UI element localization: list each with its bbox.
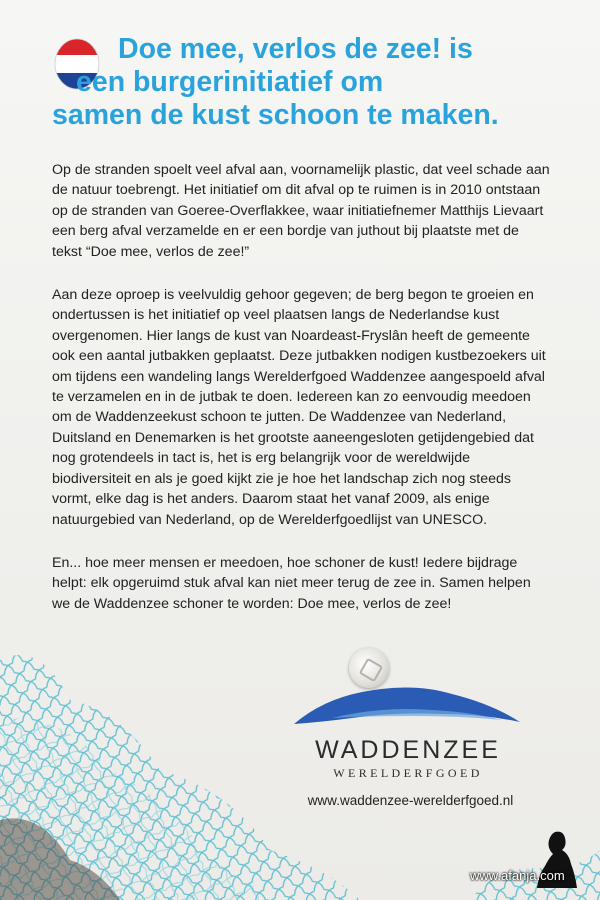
logo-subtitle: WERELDERFGOED [333, 766, 483, 780]
watermark: www.afanja.com [470, 868, 565, 883]
body-text [52, 160, 552, 637]
paragraph-intro: Op de stranden spoelt veel afval aan, voornamelijk plastic, dat veel schade aan de natuur toebrengt. Het initiatief om dit afval op te ruimen is in 2010 ontstaan op de stranden van Goeree-Overflakkee, waar initiatiefnemer Matthijs Lievaart een berg afval verzamelde en er een bordje van juthout bij plaatste met de tekst “Doe mee, verlos de zee!” [52, 162, 550, 260]
website-url: www.waddenzee-werelderfgoed.nl [307, 793, 514, 808]
headline [52, 33, 572, 132]
paragraph-call-to-action: En... hoe meer mensen er meedoen, hoe schoner de kust! Iedere bijdrage helpt: elk opgeruimd stuk afval kan niet meer terug de zee in. Samen helpen we de Waddenzee schoner te worden: Doe mee, verlos de zee! [52, 554, 531, 612]
headline-line-1: Doe mee, verlos de zee! is [118, 33, 473, 65]
headline-line-2: een burgerinitiatief om [76, 66, 384, 98]
logo-name-wadden: WADDEN [315, 736, 444, 764]
waddenzee-wave-logo [292, 680, 522, 730]
logo-name [293, 735, 523, 765]
logo-name-zee: ZEE [443, 736, 501, 764]
headline-line-3: samen de kust schoon te maken. [52, 99, 499, 131]
paragraph-waddenzee: Aan deze oproep is veelvuldig gehoor gegeven; de berg begon te groeien en ondertussen is het initiatief op veel plaatsen langs de Nederlandse kust overgenomen. Hier langs de kust van Noardeast-Fryslân heeft de gemeente ook een aantal jutbakken geplaatst. Deze jutbakken nodigen kustbezoekers uit om tijdens een wandeling langs Werelderfgoed Waddenzee aangespoeld afval te verzamelen en in de jutbak te doen. Iedereen kan zo eenvoudig meedoen om de Waddenzeekust schoon te jutten. De Waddenzee van Nederland, Duitsland en Denemarken is het grootste aaneengesloten getijdengebied dat nog grotendeels in tact is, het is erg belangrijk voor de wereldwijde biodiversiteit en als je goed kijkt zie je hoe het landschap zich nog steeds vormt, elke dag is het anders. Daarom staat het vanaf 2009, als enige natuurgebied van Nederland, op de Werelderfgoedlijst van UNESCO. [52, 287, 546, 528]
waddenzee-logo [293, 735, 523, 781]
